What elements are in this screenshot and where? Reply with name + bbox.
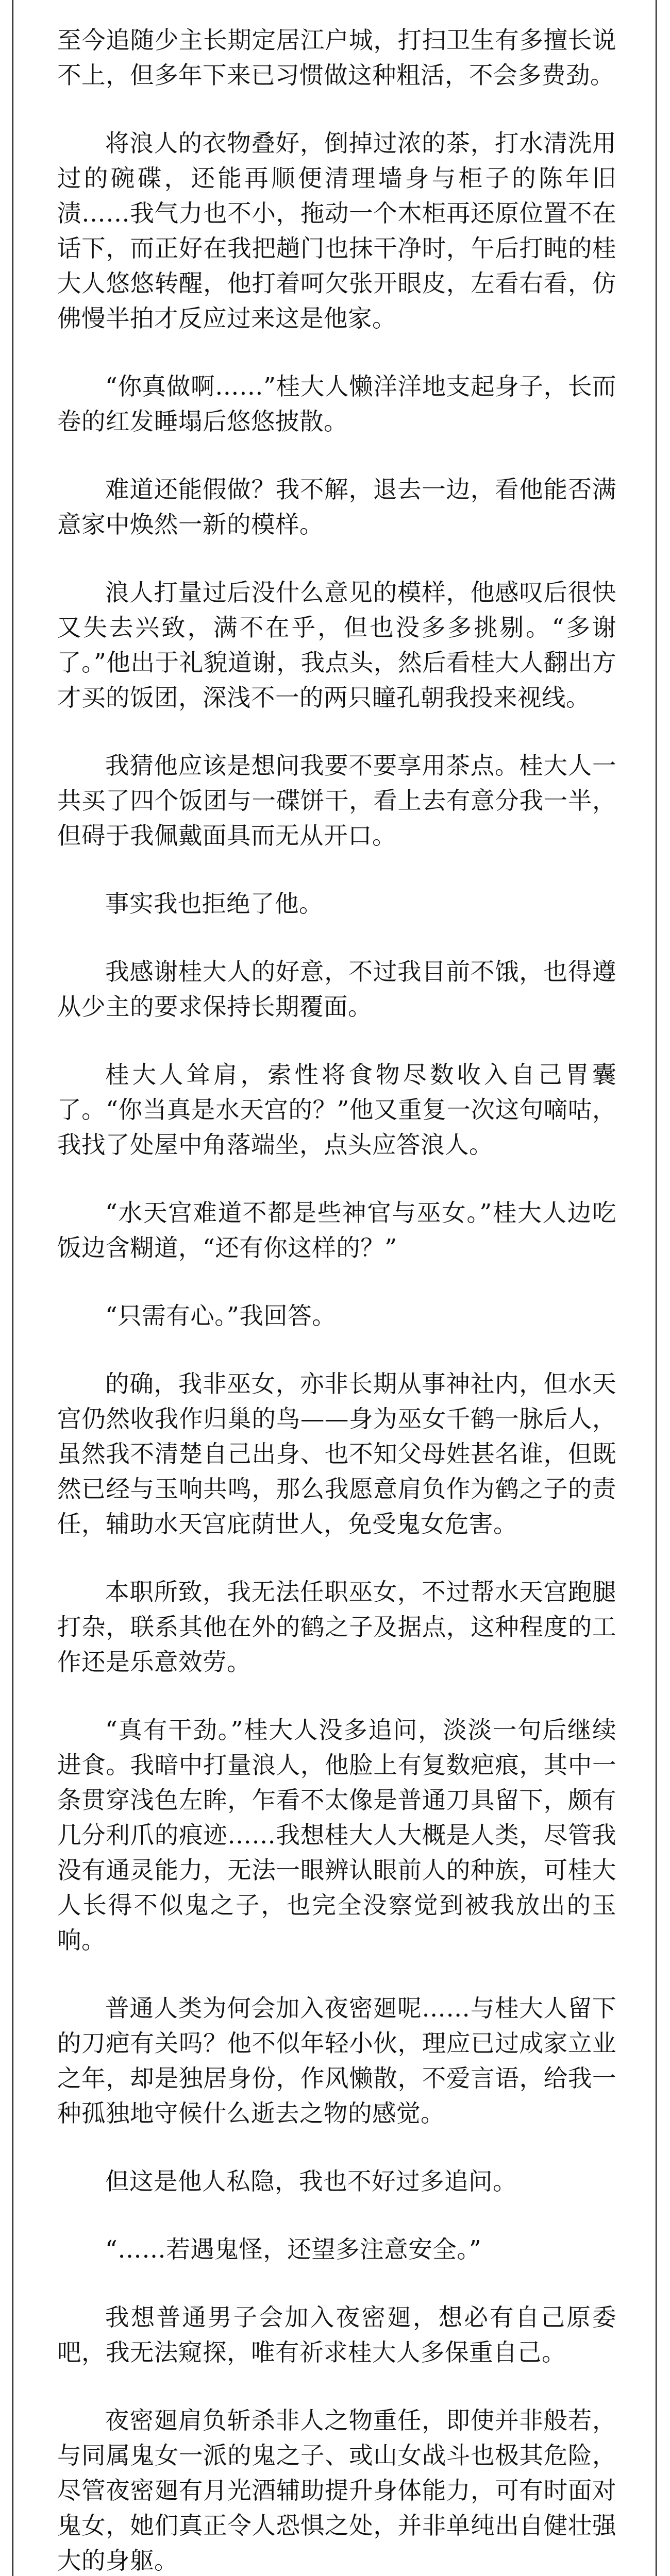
document-page [12,0,657,2576]
paragraph: 桂大人耸肩，索性将食物尽数收入自己胃囊了。“你当真是水天宫的？”他又重复一次这句嘀咕，我找了处屋中角落端坐，点头应答浪人。 [57,1061,616,1159]
paragraph: 我想普通男子会加入夜密廻，想必有自己原委吧，我无法窥探，唯有祈求桂大人多保重自己。 [57,2303,616,2366]
paragraph: “……若遇鬼怪，还望多注意安全。” [105,2235,482,2263]
paragraph: 事实我也拒绝了他。 [105,890,323,918]
paragraph: “水天宫难道不都是些神官与巫女。”桂大人边吃饭边含糊道，“还有你这样的？” [57,1199,616,1262]
paragraph: 普通人类为何会加入夜密廻呢……与桂大人留下的刀疤有关吗？他不似年轻小伙，理应已过成家立业之年，却是独居身份，作风懒散，不爱言语，给我一种孤独地守候什么逝去之物的感觉。 [57,1994,616,2127]
paragraph: “只需有心。”我回答。 [105,1302,337,1330]
paragraph: “你真做啊……”桂大人懒洋洋地支起身子，长而卷的红发睡塌后悠悠披散。 [57,372,616,435]
paragraph: 我猜他应该是想问我要不要享用茶点。桂大人一共买了四个饭团与一碟饼干，看上去有意分我一半，但碍于我佩戴面具而无从开口。 [57,752,616,850]
paragraph: 本职所致，我无法任职巫女，不过帮水天宫跑腿打杂，联系其他在外的鹤之子及据点，这种程度的工作还是乐意效劳。 [57,1578,616,1676]
paragraph: 浪人打量过后没什么意见的模样，他感叹后很快又失去兴致，满不在乎，但也没多多挑剔。“多谢了。”他出于礼貌道谢，我点头，然后看桂大人翻出方才买的饭团，深浅不一的两只瞳孔朝我投来视线。 [57,579,616,711]
paragraph: 至今追随少主长期定居江户城，打扫卫生有多擅长说不上，但多年下来已习惯做这种粗活，不会多费劲。 [57,26,616,89]
paragraph: 我感谢桂大人的好意，不过我目前不饿，也得遵从少主的要求保持长期覆面。 [57,958,616,1021]
paragraph: 夜密廻肩负斩杀非人之物重任，即使并非般若，与同属鬼女一派的鬼之子、或山女战斗也极其危险，尽管夜密廻有月光酒辅助提升身体能力，可有时面对鬼女，她们真正令人恐惧之处，并非单纯出自健壮强大的身躯。 [57,2406,616,2574]
paragraph: 但这是他人私隐，我也不好过多追问。 [105,2167,517,2195]
paragraph: 将浪人的衣物叠好，倒掉过浓的茶，打水清洗用过的碗碟，还能再顺便清理墙身与柜子的陈年旧渍……我气力也不小，拖动一个木柜再还原位置不在话下，而正好在我把趟门也抹干净时，午后打盹的桂大人悠悠转醒，他打着呵欠张开眼皮，左看右看，仿佛慢半拍才反应过来这是他家。 [57,129,616,332]
text-body [57,23,616,2576]
paragraph: “真有干劲。”桂大人没多追问，淡淡一句后继续进食。我暗中打量浪人，他脸上有复数疤痕，其中一条贯穿浅色左眸，乍看不太像是普通刀具留下，颇有几分利爪的痕迹……我想桂大人大概是人类，尽管我没有通灵能力，无法一眼辨认眼前人的种族，可桂大人长得不似鬼之子，也完全没察觉到被我放出的玉响。 [57,1716,616,1954]
paragraph: 难道还能假做？我不解，退去一边，看他能否满意家中焕然一新的模样。 [57,476,616,538]
paragraph: 的确，我非巫女，亦非长期从事神社内，但水天宫仍然收我作归巢的鸟——身为巫女千鹤一脉后人，虽然我不清楚自己出身、也不知父母姓甚名谁，但既然已经与玉响共鸣，那么我愿意肩负作为鹤之子的责任，辅助水天宫庇荫世人，免受鬼女危害。 [57,1370,616,1538]
